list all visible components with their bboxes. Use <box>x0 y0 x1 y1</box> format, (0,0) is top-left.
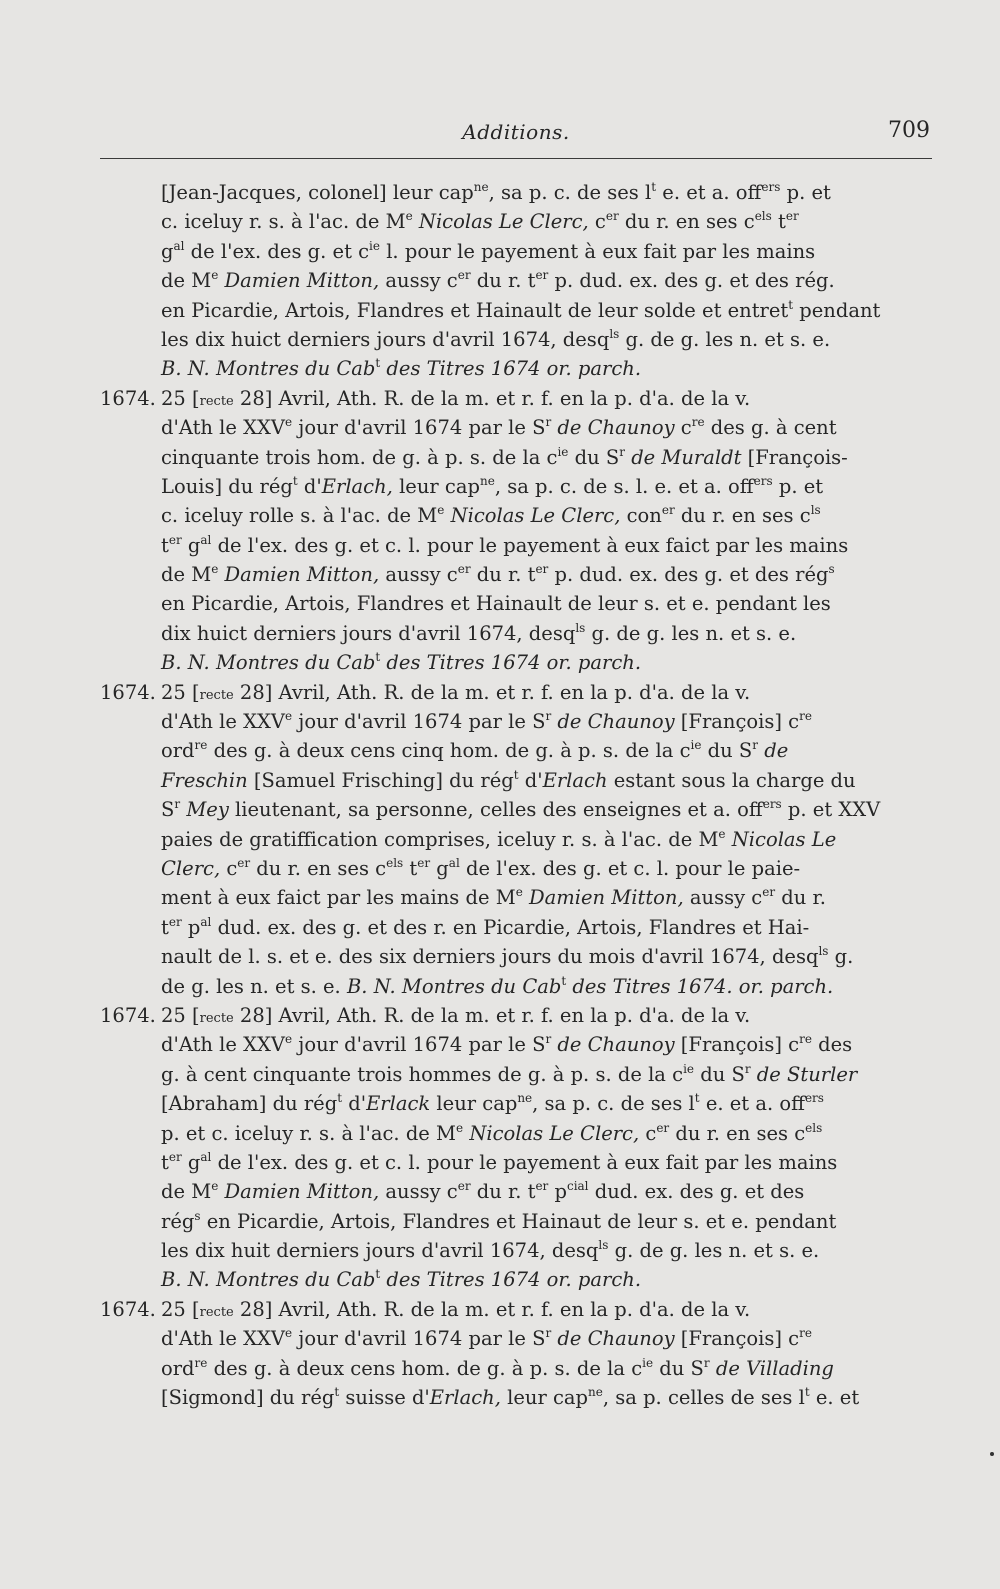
superscript: er <box>237 855 251 870</box>
superscript: er <box>457 1179 471 1194</box>
text-run: S <box>161 798 175 822</box>
text-line <box>100 531 950 560</box>
text-run: l. pour le payement à eux fait par les mains <box>380 239 816 263</box>
text-run: d' <box>342 1092 367 1116</box>
superscript: ers <box>753 473 773 488</box>
text-run: g. de g. les n. et s. e. <box>619 327 831 351</box>
italic-text: Damien Mitton, <box>224 1180 380 1204</box>
superscript: al <box>173 238 185 253</box>
italic-text: Clerc, <box>161 856 221 880</box>
superscript: t <box>375 356 381 371</box>
superscript: t <box>292 473 298 488</box>
text-line <box>100 178 950 207</box>
superscript: ie <box>690 738 702 753</box>
text-run: c. iceluy rolle s. à l'ac. de M <box>161 504 438 528</box>
text-run: jour d'avril 1674 par le S <box>292 1033 546 1057</box>
superscript: er <box>535 1179 549 1194</box>
superscript: r <box>545 1032 552 1047</box>
text-run: paies de gratiffication comprises, iceluy r. s. à l'ac. de M <box>161 827 719 851</box>
text-run: du r. en ses c <box>250 856 387 880</box>
text-run: g <box>181 1150 201 1174</box>
text-run: du r. en ses c <box>618 210 755 234</box>
text-run: t <box>161 915 169 939</box>
italic-text: de Chaunoy <box>557 1327 675 1351</box>
text-run: g <box>430 856 449 880</box>
text-run: g. de g. les n. et s. e. <box>585 621 797 645</box>
italic-text: Nicolas Le Clerc, <box>450 504 621 528</box>
text-run: [François] c <box>674 710 800 734</box>
text-line <box>100 648 950 677</box>
text-run: g. de g. les n. et s. e. <box>608 1239 820 1263</box>
text-run: de l'ex. des g. et c. l. pour le payement à eux fait par les mains <box>211 1150 838 1174</box>
text-line <box>100 913 950 942</box>
page-number: 709 <box>888 118 930 143</box>
text-run: [Samuel Frisching] du rég <box>247 768 514 792</box>
superscript: r <box>619 444 625 459</box>
text-run: de g. les n. et s. e. <box>161 974 347 998</box>
superscript: er <box>535 562 549 577</box>
text-run: suisse d' <box>339 1386 430 1410</box>
superscript: ers <box>761 180 781 194</box>
superscript: e <box>211 1179 219 1194</box>
text-line <box>100 1236 950 1265</box>
italic-text: de Muraldt <box>631 445 742 469</box>
text-run: du r. t <box>470 1180 536 1204</box>
text-run: en Picardie, Artois, Flandres et Hainaut de leur s. et e. pendant <box>200 1209 837 1233</box>
entry <box>100 178 950 384</box>
text-run: aussy c <box>379 269 458 293</box>
superscript: ne <box>588 1385 603 1400</box>
text-run: du S <box>653 1356 704 1380</box>
text-run: g <box>181 533 201 557</box>
text-line <box>100 707 950 736</box>
text-line <box>100 1265 950 1294</box>
text-run: [Sigmond] du rég <box>161 1386 335 1410</box>
text-run: des g. à cent <box>704 416 837 440</box>
text-line <box>100 1207 950 1236</box>
italic-text: de Chaunoy <box>557 416 675 440</box>
italic-text: Damien Mitton, <box>529 886 684 910</box>
text-run: 25 [ <box>161 1003 200 1027</box>
italic-text: Nicolas Le Clerc, <box>469 1121 640 1145</box>
superscript: al <box>200 1149 212 1164</box>
superscript: t <box>337 1091 343 1106</box>
superscript: t <box>561 973 567 988</box>
text-run: 25 [ <box>161 680 200 704</box>
text-run: en Picardie, Artois, Flandres et Hainault de leur solde et entret <box>161 298 789 322</box>
text-line <box>100 589 950 618</box>
italic-text: Damien Mitton, <box>224 269 380 293</box>
superscript: r <box>545 415 552 430</box>
text-run: , sa p. c. de ses l <box>488 181 652 204</box>
text-run: du S <box>568 445 620 469</box>
text-line <box>100 1089 950 1118</box>
text-run: rég <box>161 1209 195 1233</box>
text-run: du r. <box>775 886 826 910</box>
superscript: ers <box>804 1091 824 1106</box>
italic-text: Damien Mitton, <box>224 563 380 587</box>
text-run: dix huict derniers jours d'avril 1674, desq <box>161 621 576 645</box>
text-line <box>100 883 950 912</box>
text-line <box>100 325 950 354</box>
superscript: re <box>799 709 812 724</box>
text-run: de l'ex. des g. et c. l. pour le paie- <box>459 856 801 880</box>
text-run: cinquante trois hom. de g. à p. s. de la c <box>161 445 558 469</box>
text-run: leur cap <box>392 474 480 498</box>
text-run: du S <box>701 739 753 763</box>
text-run: t <box>161 1150 169 1174</box>
superscript: re <box>799 1032 812 1047</box>
entry-date: 1674. <box>100 386 156 410</box>
superscript: t <box>375 650 381 665</box>
italic-text: des Titres 1674 or. parch. <box>380 1268 642 1292</box>
text-line <box>100 237 950 266</box>
text-line <box>100 413 950 442</box>
text-line <box>100 207 950 236</box>
text-line <box>100 736 950 765</box>
superscript: t <box>651 180 657 194</box>
italic-text: de <box>764 739 789 763</box>
text-run: 28] Avril, Ath. R. de la m. et r. f. en la p. d'a. de la v. <box>233 386 751 410</box>
superscript: els <box>386 855 404 870</box>
entry-date: 1674. <box>100 1297 156 1321</box>
text-line <box>100 1324 950 1353</box>
text-run: 28] Avril, Ath. R. de la m. et r. f. en la p. d'a. de la v. <box>233 1003 751 1027</box>
superscript: re <box>691 415 705 430</box>
text-run: p. et <box>772 474 824 498</box>
text-run: p. dud. ex. des g. et des rég <box>548 563 829 587</box>
text-run: con <box>620 504 662 528</box>
superscript: e <box>437 503 445 518</box>
superscript: e <box>718 826 726 841</box>
italic-text: des Titres 1674 or. parch. <box>380 357 642 381</box>
italic-text: Nicolas Le <box>731 827 837 851</box>
text-run: des <box>811 1033 853 1057</box>
text-run: Louis] du rég <box>161 474 293 498</box>
text-line <box>100 1119 950 1148</box>
text-run: t <box>403 856 418 880</box>
text-line <box>100 472 950 501</box>
superscript: er <box>762 885 776 900</box>
text-run: leur cap <box>430 1092 518 1116</box>
text-line <box>100 1148 950 1177</box>
entry-date: 1674. <box>100 1003 156 1027</box>
text-line <box>100 1177 950 1206</box>
italic-text: B. N. Montres du Cab <box>161 651 376 675</box>
running-title: Additions. <box>462 120 570 144</box>
text-run: de l'ex. des g. et c. l. pour le payement à eux faict par les mains <box>211 533 849 557</box>
superscript: r <box>703 1355 710 1370</box>
text-run: 25 [ <box>161 1297 200 1321</box>
text-run: d' <box>297 474 322 498</box>
italic-text: de Sturler <box>756 1062 858 1086</box>
italic-text: Erlach <box>542 768 608 792</box>
superscript: cial <box>566 1179 589 1194</box>
text-line <box>100 1295 950 1324</box>
italic-text: de Chaunoy <box>557 710 675 734</box>
superscript: ers <box>762 797 782 812</box>
text-run: dud. ex. des g. et des <box>588 1180 805 1204</box>
text-line <box>100 1060 950 1089</box>
text-run: c <box>588 210 606 234</box>
text-run: du S <box>694 1062 745 1086</box>
text-run: d'Ath le XXV <box>161 710 285 734</box>
text-run: pendant <box>793 298 881 322</box>
superscript: al <box>448 855 460 870</box>
text-run: p. et XXV <box>781 798 881 822</box>
text-run: , sa p. celles de ses l <box>602 1386 805 1410</box>
text-run: recte <box>199 687 234 703</box>
text-run: c <box>220 856 238 880</box>
superscript: t <box>694 1091 700 1106</box>
text-run: 28] Avril, Ath. R. de la m. et r. f. en la p. d'a. de la v. <box>233 680 751 704</box>
italic-text: Erlach, <box>429 1386 501 1410</box>
superscript: er <box>605 209 619 224</box>
text-run: ord <box>161 739 195 763</box>
text-run: lieutenant, sa personne, celles des enseignes et a. off <box>228 798 763 822</box>
text-run: en Picardie, Artois, Flandres et Hainault de leur s. et e. pendant les <box>161 592 831 616</box>
text-run: du r. en ses c <box>669 1121 806 1145</box>
italic-text: des Titres 1674. or. parch. <box>566 974 834 998</box>
text-run: aussy c <box>379 1180 458 1204</box>
superscript: re <box>799 1326 812 1341</box>
ink-speck <box>990 1452 994 1456</box>
text-run: recte <box>199 1304 234 1320</box>
superscript: e <box>211 268 219 283</box>
text-run: recte <box>199 1010 234 1026</box>
superscript: ls <box>575 620 586 635</box>
text-run: p. et <box>780 181 831 204</box>
superscript: e <box>285 1326 293 1341</box>
text-run: dud. ex. des g. et des r. en Picardie, Artois, Flandres et Hai- <box>211 915 810 939</box>
text-run: de M <box>161 563 212 587</box>
italic-text: de Villading <box>715 1356 834 1380</box>
superscript: s <box>194 1208 201 1223</box>
superscript: er <box>457 562 471 577</box>
superscript: e <box>211 562 219 577</box>
superscript: els <box>754 209 772 224</box>
superscript: r <box>174 797 181 812</box>
text-line <box>100 942 950 971</box>
superscript: ne <box>479 473 495 488</box>
text-run: de M <box>161 269 212 293</box>
text-run: aussy c <box>379 563 458 587</box>
text-line <box>100 825 950 854</box>
text-run: du r. t <box>470 563 536 587</box>
text-run: jour d'avril 1674 par le S <box>292 1327 546 1351</box>
italic-text: Erlach, <box>321 474 393 498</box>
text-run: d'Ath le XXV <box>161 416 285 440</box>
superscript: e <box>285 709 293 724</box>
text-run: jour d'avril 1674 par le S <box>292 416 546 440</box>
text-run: p <box>548 1180 567 1204</box>
superscript: al <box>200 532 212 547</box>
superscript: er <box>168 532 182 547</box>
text-line <box>100 384 950 413</box>
superscript: ne <box>473 180 489 194</box>
italic-text: de Chaunoy <box>557 1033 675 1057</box>
superscript: er <box>656 1120 670 1135</box>
entry <box>100 678 950 1001</box>
italic-text: Mey <box>186 798 229 822</box>
text-run: g. <box>828 945 854 969</box>
text-run: c <box>639 1121 657 1145</box>
text-run: du r. en ses c <box>674 504 811 528</box>
superscript: ie <box>369 238 380 253</box>
italic-text: Erlack <box>366 1092 431 1116</box>
text-run: g <box>161 239 174 263</box>
text-run: [François] c <box>674 1327 800 1351</box>
superscript: r <box>545 1326 552 1341</box>
text-line <box>100 354 950 383</box>
text-run: jour d'avril 1674 par le S <box>292 710 546 734</box>
text-run: e. et <box>809 1386 860 1410</box>
text-run: estant sous la charge du <box>607 768 856 792</box>
entry <box>100 1295 950 1413</box>
text-run: t <box>771 210 786 234</box>
superscript: er <box>661 503 675 518</box>
superscript: r <box>744 1061 751 1076</box>
superscript: er <box>168 914 182 929</box>
text-line <box>100 1030 950 1059</box>
text-run: 28] Avril, Ath. R. de la m. et r. f. en la p. d'a. de la v. <box>233 1297 751 1321</box>
superscript: al <box>200 914 212 929</box>
italic-text: des Titres 1674 or. parch. <box>380 651 642 675</box>
text-run: de M <box>161 1180 212 1204</box>
superscript: r <box>545 709 552 724</box>
superscript: ie <box>557 444 569 459</box>
superscript: e <box>285 415 293 430</box>
text-run: [Jean-Jacques, colonel] leur cap <box>161 181 474 204</box>
superscript: er <box>535 268 549 283</box>
superscript: t <box>788 297 794 312</box>
text-run: t <box>161 533 169 557</box>
text-line <box>100 1354 950 1383</box>
superscript: er <box>785 209 799 224</box>
text-run: e. et a. off <box>699 1092 805 1116</box>
entry <box>100 1001 950 1295</box>
text-line <box>100 1001 950 1030</box>
text-run: les dix huit derniers jours d'avril 1674, desq <box>161 1239 599 1263</box>
superscript: ls <box>818 944 829 959</box>
text-run: aussy c <box>683 886 763 910</box>
superscript: ls <box>810 503 821 518</box>
superscript: e <box>456 1120 464 1135</box>
text-run: ord <box>161 1356 195 1380</box>
text-run: leur cap <box>500 1386 588 1410</box>
body-text <box>100 178 950 1412</box>
superscript: re <box>194 738 208 753</box>
text-line <box>100 560 950 589</box>
superscript: e <box>515 885 523 900</box>
text-run: c. iceluy r. s. à l'ac. de M <box>161 210 406 234</box>
entry-date: 1674. <box>100 680 156 704</box>
superscript: r <box>752 738 759 753</box>
superscript: er <box>457 268 471 283</box>
text-run: d' <box>518 768 543 792</box>
text-line <box>100 972 950 1001</box>
superscript: ie <box>642 1355 654 1370</box>
text-run: des g. à deux cens cinq hom. de g. à p. s. de la c <box>207 739 691 763</box>
text-line <box>100 795 950 824</box>
italic-text: Freschin <box>161 768 248 792</box>
superscript: t <box>375 1267 381 1282</box>
superscript: t <box>513 767 519 782</box>
text-line <box>100 443 950 472</box>
text-run: 25 [ <box>161 386 200 410</box>
text-line <box>100 854 950 883</box>
text-run: c <box>674 416 692 440</box>
text-run: du r. t <box>470 269 536 293</box>
italic-text: Nicolas Le Clerc, <box>418 210 589 234</box>
superscript: er <box>417 855 431 870</box>
text-run: p. dud. ex. des g. et des rég. <box>548 269 835 293</box>
superscript: ie <box>683 1061 695 1076</box>
superscript: t <box>804 1385 810 1400</box>
text-line <box>100 501 950 530</box>
text-line <box>100 678 950 707</box>
text-line <box>100 619 950 648</box>
text-run: [Abraham] du rég <box>161 1092 338 1116</box>
text-run: [François] c <box>674 1033 800 1057</box>
italic-text: B. N. Montres du Cab <box>161 357 376 381</box>
text-run: d'Ath le XXV <box>161 1327 285 1351</box>
superscript: er <box>168 1149 182 1164</box>
text-run: nault de l. s. et e. des six derniers jours du mois d'avril 1674, desq <box>161 945 819 969</box>
text-line <box>100 266 950 295</box>
entry <box>100 384 950 678</box>
text-run: recte <box>199 393 234 409</box>
text-run: , sa p. c. de ses l <box>532 1092 695 1116</box>
superscript: e <box>405 209 413 224</box>
text-run: e. et a. off <box>656 181 762 204</box>
superscript: re <box>194 1355 208 1370</box>
text-run: ment à eux faict par les mains de M <box>161 886 516 910</box>
superscript: els <box>805 1120 823 1135</box>
superscript: s <box>828 562 835 577</box>
superscript: ls <box>598 1238 609 1253</box>
text-run: de l'ex. des g. et c <box>184 239 370 263</box>
text-line <box>100 1383 950 1412</box>
text-run: , sa p. c. de s. l. e. et a. off <box>494 474 754 498</box>
superscript: t <box>334 1385 340 1400</box>
italic-text: B. N. Montres du Cab <box>161 1268 376 1292</box>
text-run: p <box>181 915 201 939</box>
text-run: d'Ath le XXV <box>161 1033 285 1057</box>
text-run: g. à cent cinquante trois hommes de g. à p. s. de la c <box>161 1062 684 1086</box>
italic-text: B. N. Montres du Cab <box>346 974 562 998</box>
running-header <box>100 118 932 159</box>
text-run: p. et c. iceluy r. s. à l'ac. de M <box>161 1121 457 1145</box>
superscript: ls <box>609 326 620 341</box>
text-line <box>100 296 950 325</box>
text-line <box>100 766 950 795</box>
text-run: [François- <box>741 445 848 469</box>
superscript: ne <box>517 1091 533 1106</box>
text-run: des g. à deux cens hom. de g. à p. s. de la c <box>207 1356 643 1380</box>
superscript: e <box>285 1032 293 1047</box>
text-run: les dix huict derniers jours d'avril 1674, desq <box>161 327 610 351</box>
